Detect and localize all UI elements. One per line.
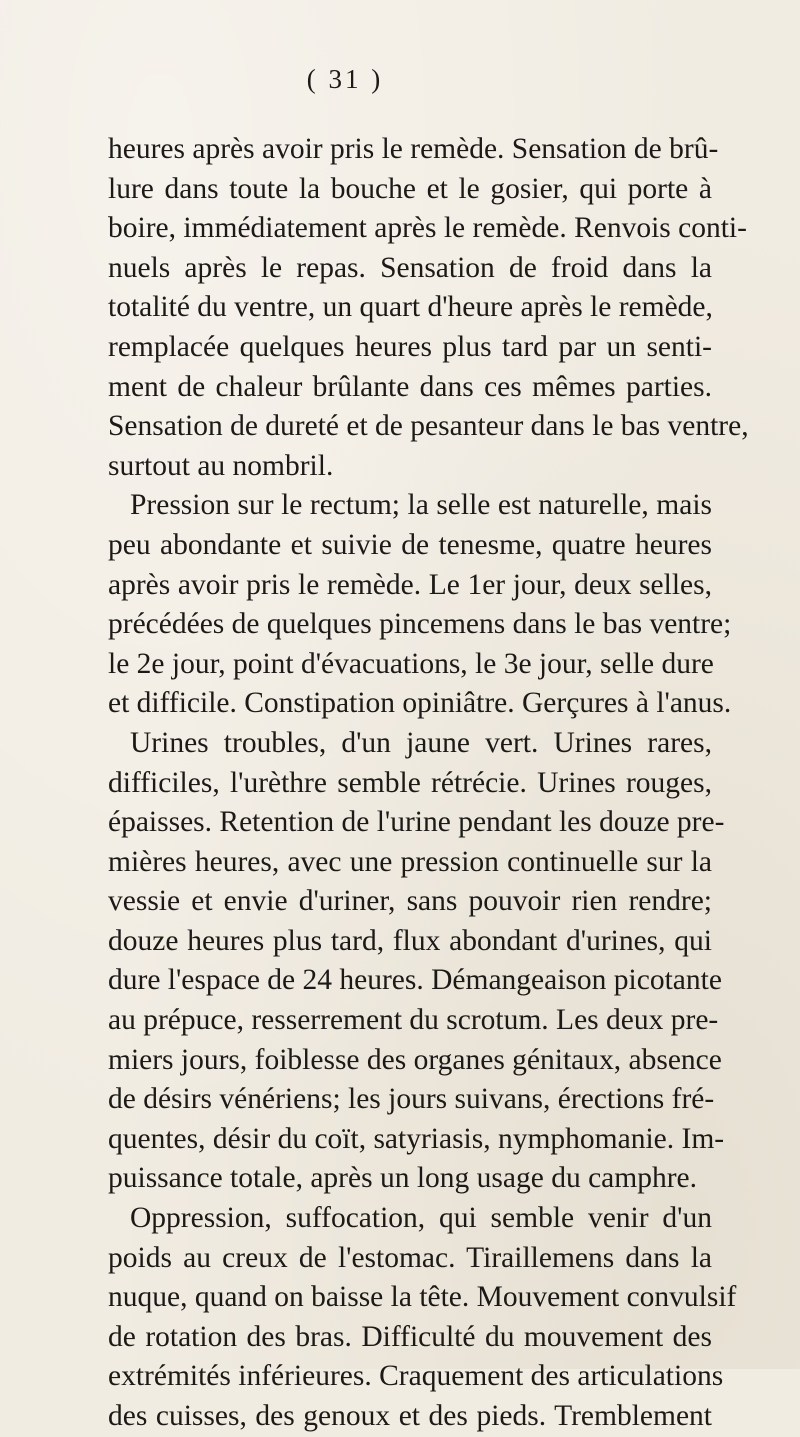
text-line: après avoir pris le remède. Le 1er jour, deux selles, — [108, 568, 712, 601]
text-line: de désirs vénériens; les jours suivans, érections fré- — [108, 1083, 715, 1116]
text-line: ment de chaleur brûlante dans ces mêmes parties. — [108, 370, 712, 403]
text-line: de rotation des bras. Difficulté du mouvement des — [108, 1320, 712, 1353]
text-line: et difficile. Constipation opiniâtre. Gerçures à l'anus. — [108, 687, 732, 720]
text-line: poids au creux de l'estomac. Tiraillemens dans la — [108, 1241, 712, 1274]
text-line: difficiles, l'urèthre semble rétrécie. Urines rouges, — [108, 766, 712, 799]
text-line: boire, immédiatement après le remède. Renvois conti- — [108, 212, 747, 245]
text-line: vessie et envie d'uriner, sans pouvoir rien rendre; — [108, 885, 712, 918]
text-line: précédées de quelques pincemens dans le bas ventre; — [108, 608, 732, 641]
text-line: quentes, désir du coït, satyriasis, nymphomanie. Im- — [108, 1122, 725, 1155]
text-line: lure dans toute la bouche et le gosier, qui porte à — [108, 172, 712, 205]
text-line: heures après avoir pris le remède. Sensation de brû- — [108, 133, 719, 165]
text-line: extrémités inférieures. Craquement des articulations — [108, 1360, 724, 1393]
text-line: au prépuce, resserrement du scrotum. Les deux pre- — [108, 1004, 719, 1037]
text-line: nuque, quand on baisse la tête. Mouvement convulsif — [108, 1281, 737, 1314]
text-line: totalité du ventre, un quart d'heure après le remède, — [108, 291, 713, 324]
body-text — [108, 130, 749, 1437]
text-line: surtout au nombril. — [108, 449, 334, 482]
text-line: nuels après le repas. Sensation de froid dans la — [108, 251, 712, 284]
text-line: épaisses. Retention de l'urine pendant les douze pre- — [108, 806, 725, 839]
paragraph-start-line: Oppression, suffocation, qui semble venir d'un — [130, 1202, 712, 1235]
paragraph-start-line: Pression sur le rectum; la selle est naturelle, mais — [130, 489, 712, 522]
text-line: mières heures, avec une pression continuelle sur la — [108, 845, 712, 878]
text-line: miers jours, foiblesse des organes génitaux, absence — [108, 1043, 722, 1076]
text-line: dure l'espace de 24 heures. Démangeaison picotante — [108, 964, 722, 997]
page-number: ( 31 ) — [306, 64, 384, 94]
text-line: peu abondante et suivie de tenesme, quatre heures — [108, 528, 712, 561]
text-line: des cuisses, des genoux et des pieds. Tremblement — [108, 1400, 712, 1432]
text-line: remplacée quelques heures plus tard par un senti- — [108, 330, 712, 363]
text-line: le 2e jour, point d'évacuations, le 3e jour, selle dure — [108, 647, 714, 680]
text-line: Sensation de dureté et de pesanteur dans le bas ventre, — [108, 410, 749, 443]
text-line: douze heures plus tard, flux abondant d'urines, qui — [108, 924, 712, 957]
text-line: puissance totale, après un long usage du camphre. — [108, 1162, 697, 1195]
paragraph-start-line: Urines troubles, d'un jaune vert. Urines rares, — [130, 726, 712, 759]
